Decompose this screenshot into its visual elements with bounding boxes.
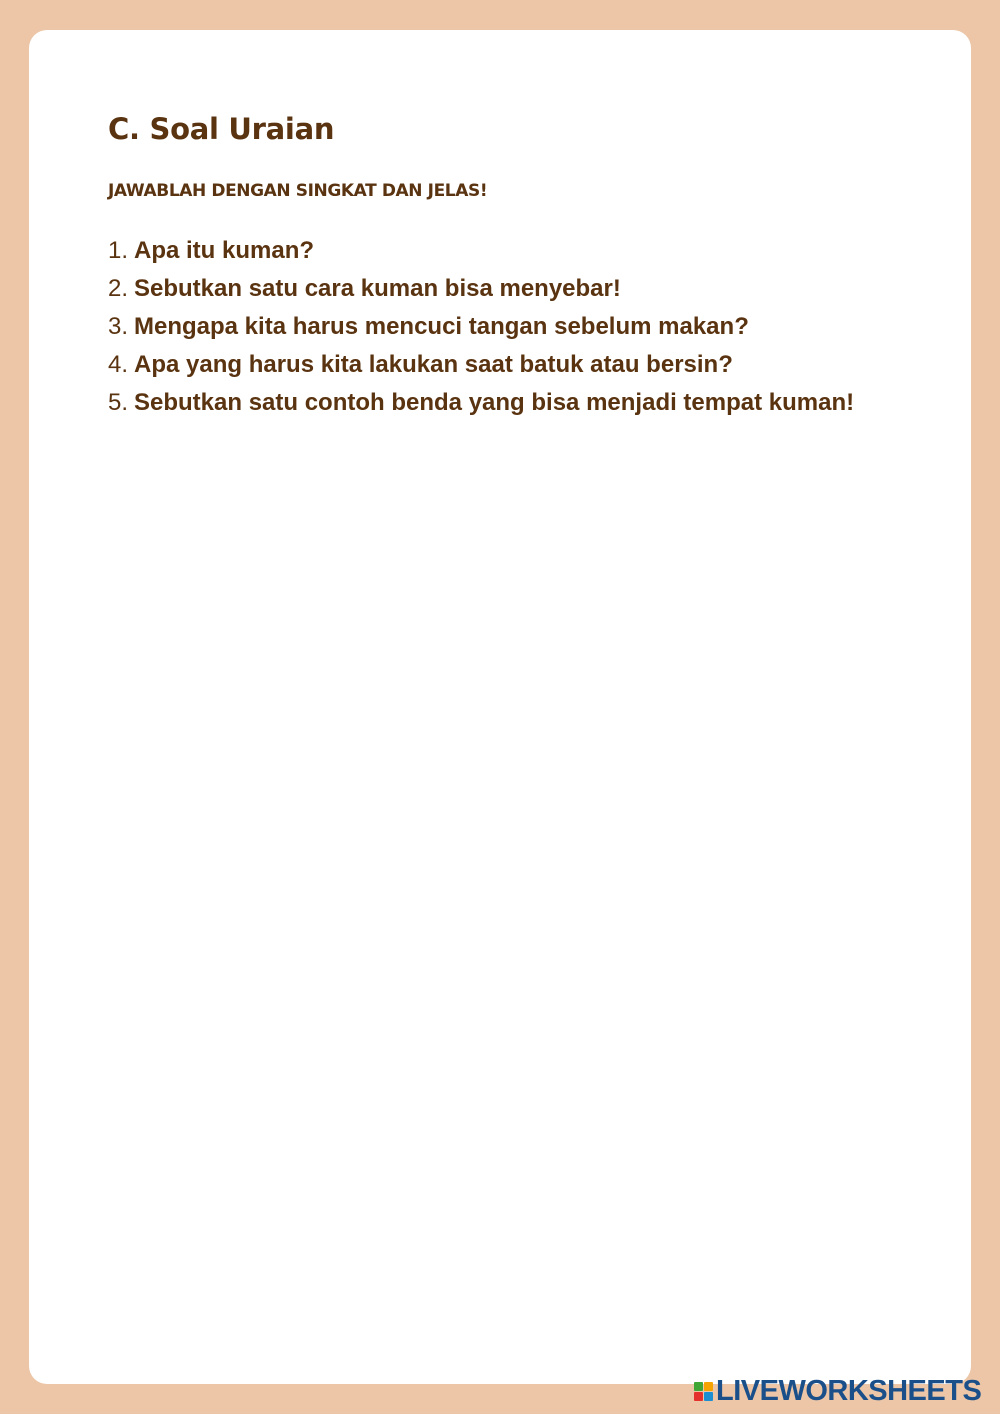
liveworksheets-logo-icon: [694, 1382, 713, 1401]
question-text: Sebutkan satu contoh benda yang bisa menjadi tempat kuman!: [134, 389, 855, 416]
section-title: C. Soal Uraian: [108, 112, 335, 146]
question-item-2: [108, 270, 854, 308]
liveworksheets-logo: [694, 1374, 981, 1408]
question-number: 3.: [108, 313, 129, 340]
question-item-4: [108, 346, 854, 384]
question-text: Sebutkan satu cara kuman bisa menyebar!: [134, 275, 621, 302]
question-text: Apa yang harus kita lakukan saat batuk atau bersin?: [134, 351, 733, 378]
logo-square-icon: [704, 1382, 713, 1391]
question-text: Mengapa kita harus mencuci tangan sebelum makan?: [134, 313, 749, 340]
question-number: 1.: [108, 237, 129, 264]
question-number: 5.: [108, 389, 129, 416]
question-item-3: [108, 308, 854, 346]
question-item-5: [108, 384, 854, 422]
question-number: 2.: [108, 275, 129, 302]
liveworksheets-logo-text: LIVEWORKSHEETS: [716, 1374, 982, 1407]
logo-square-icon: [704, 1392, 713, 1401]
question-item-1: [108, 232, 854, 270]
question-text: Apa itu kuman?: [134, 237, 315, 264]
question-number: 4.: [108, 351, 129, 378]
logo-square-icon: [694, 1382, 703, 1391]
logo-square-icon: [694, 1392, 703, 1401]
instruction-text: JAWABLAH DENGAN SINGKAT DAN JELAS!: [108, 181, 488, 201]
question-list: [108, 232, 854, 422]
